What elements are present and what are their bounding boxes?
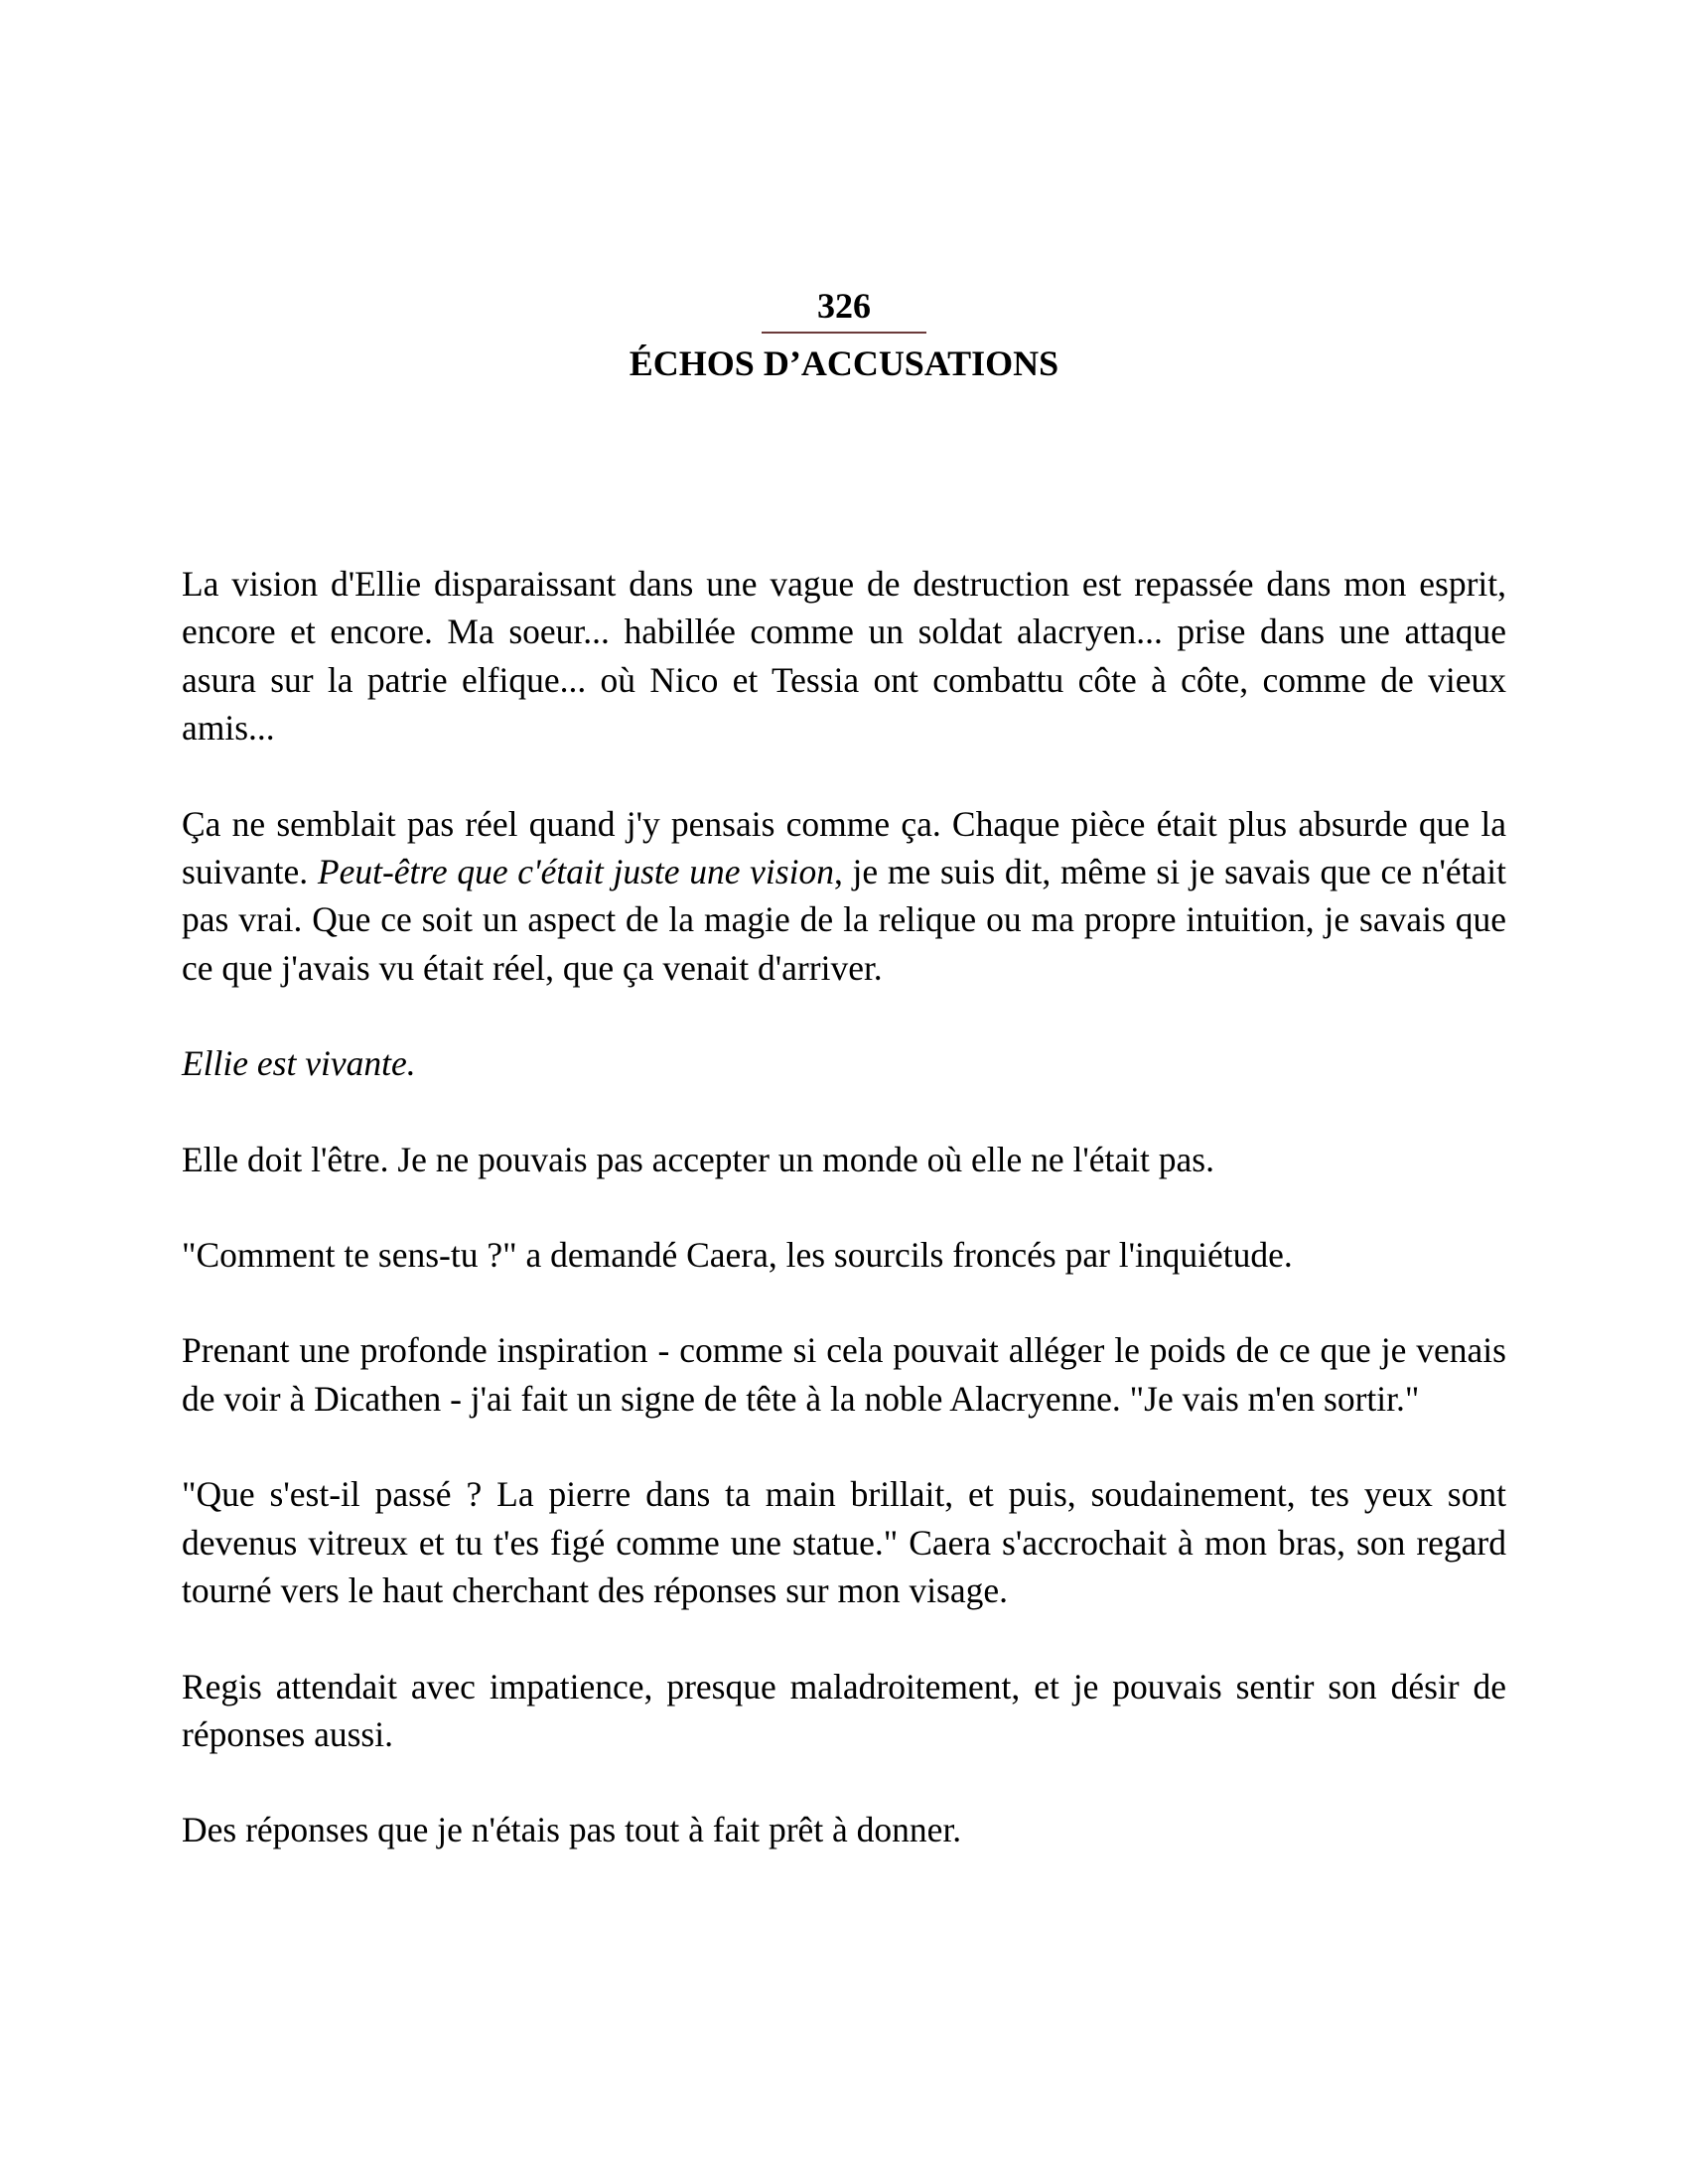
paragraph: La vision d'Ellie disparaissant dans une vague de destruction est repassée dans mon esprit, encore et encore. Ma soeur... habillée comme un soldat alacryen... prise dans une attaque asura sur la patrie elfique... où Nico et Tessia ont combattu côte à côte, comme de vieux amis... (182, 564, 1506, 749)
chapter-divider (762, 332, 926, 334)
italic-thought: Peut-être que c'était juste une vision (317, 852, 834, 892)
paragraph-text: , je me suis dit, même si je savais que ce n'était pas vrai. Que ce soit un aspect de la magie de la relique ou ma propre intuition, je savais que ce que j'avais vu était réel, que ça venait d'arriver. (182, 852, 1506, 988)
paragraph: Regis attendait avec impatience, presque maladroitement, et je pouvais sentir son désir de réponses aussi. (182, 1666, 1506, 1754)
paragraph: Prenant une profonde inspiration - comme si cela pouvait alléger le poids de ce que je venais de voir à Dicathen - j'ai fait un signe de tête à la noble Alacryenne. "Je vais m'en sortir." (182, 1330, 1506, 1419)
paragraph: Des réponses que je n'étais pas tout à fait prêt à donner. (182, 1810, 962, 1850)
chapter-number: 326 (817, 286, 871, 326)
paragraph: "Comment te sens-tu ?" a demandé Caera, les sourcils froncés par l'inquiétude. (182, 1235, 1293, 1276)
paragraph-text: Ça ne semblait pas réel quand j'y pensais comme ça. Chaque pièce était plus absurde que la suivante. (182, 803, 1506, 892)
italic-thought: Ellie est vivante. (182, 1043, 416, 1084)
paragraph: Elle doit l'être. Je ne pouvais pas accepter un monde où elle ne l'était pas. (182, 1139, 1214, 1179)
chapter-body (182, 560, 1506, 1854)
paragraph (182, 800, 1506, 993)
paragraph: "Que s'est-il passé ? La pierre dans ta main brillait, et puis, soudainement, tes yeux sont devenus vitreux et tu t'es figé comme une statue." Caera s'accrochait à mon bras, son regard tourné vers le haut cherchant des réponses sur mon visage. (182, 1474, 1506, 1611)
chapter-title: ÉCHOS D’ACCUSATIONS (629, 343, 1059, 383)
paragraph (182, 1039, 1506, 1087)
chapter-header (0, 284, 1688, 385)
